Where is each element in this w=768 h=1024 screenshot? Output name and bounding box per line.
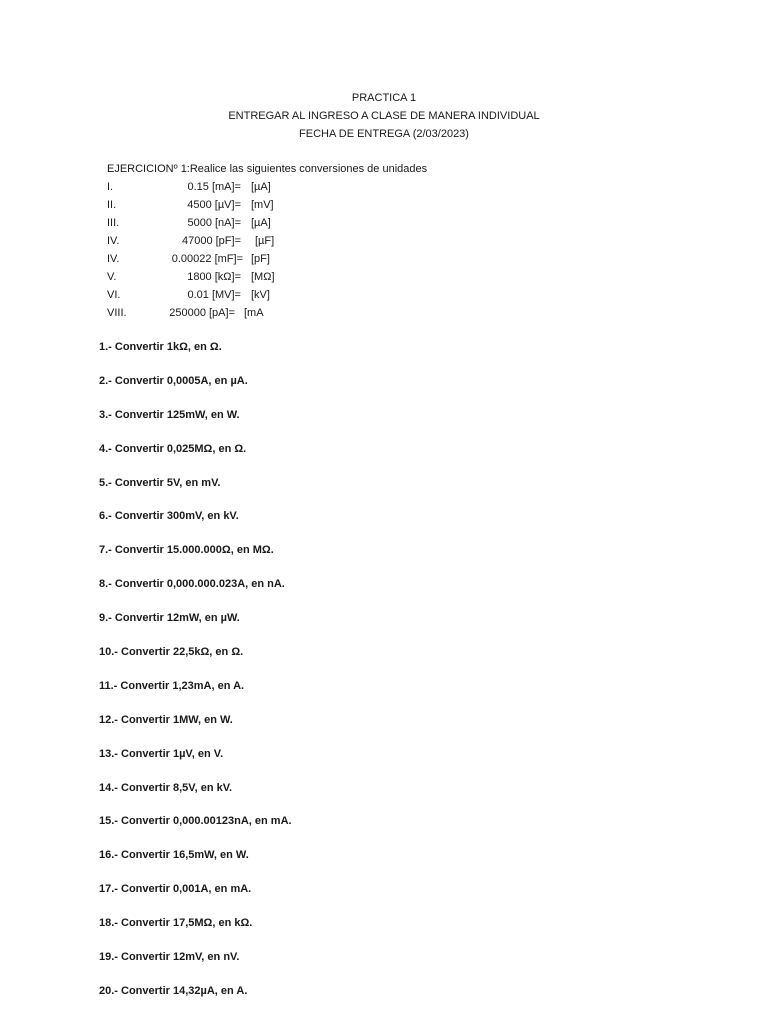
problem-item: 8.- Convertir 0,000.000.023A, en nA.	[99, 578, 285, 591]
conversion-number: VI.	[107, 289, 121, 301]
problem-item: 17.- Convertir 0,001A, en mA.	[99, 883, 252, 896]
conversion-expression: 5000 [nA]=	[187, 217, 241, 229]
conversion-expression: 4500 [µV]=	[187, 199, 241, 211]
problem-item: 14.- Convertir 8,5V, en kV.	[99, 781, 233, 794]
problem-list	[99, 340, 292, 1018]
document-title: PRACTICA 1	[351, 92, 417, 104]
conversion-target-unit: [pF]	[251, 253, 270, 265]
conversion-target-unit: [MΩ]	[251, 271, 275, 283]
conversion-number: V.	[107, 271, 117, 283]
conversion-target-unit: [µA]	[251, 181, 271, 193]
conversion-number: II.	[107, 199, 117, 211]
document-header	[0, 89, 768, 143]
conversion-target-unit: [µF]	[255, 235, 275, 247]
conversion-row	[107, 268, 427, 286]
problem-item: 19.- Convertir 12mV, en nV.	[99, 951, 240, 964]
delivery-date: FECHA DE ENTREGA (2/03/2023)	[299, 128, 469, 140]
problem-item: 10.- Convertir 22,5kΩ, en Ω.	[99, 646, 244, 659]
problem-item: 16.- Convertir 16,5mW, en W.	[99, 849, 249, 862]
conversion-target-unit: [mA	[244, 307, 264, 319]
delivery-instruction: ENTREGAR AL INGRESO A CLASE DE MANERA INDIVIDUAL	[228, 110, 540, 122]
conversion-row	[107, 304, 427, 322]
exercise-title: EJERCICIONº 1:Realice las siguientes conversiones de unidades	[107, 163, 428, 175]
conversion-expression: 0.01 [MV]=	[187, 289, 241, 301]
conversion-expression: 0.15 [mA]=	[187, 181, 241, 193]
problem-item: 6.- Convertir 300mV, en kV.	[99, 510, 239, 523]
problem-item: 18.- Convertir 17,5MΩ, en kΩ.	[99, 917, 253, 930]
problem-item: 9.- Convertir 12mW, en µW.	[99, 612, 240, 625]
conversion-number: I.	[107, 181, 114, 193]
problem-item: 3.- Convertir 125mW, en W.	[99, 408, 240, 421]
conversion-expression: 0.00022 [mF]=	[171, 253, 243, 265]
conversion-number: IV.	[107, 235, 120, 247]
conversion-list	[107, 178, 427, 322]
conversion-expression: 47000 [pF]=	[181, 235, 241, 247]
problem-item: 12.- Convertir 1MW, en W.	[99, 713, 233, 726]
problem-item: 1.- Convertir 1kΩ, en Ω.	[99, 341, 222, 353]
exercise-section	[107, 160, 427, 322]
conversion-row	[107, 214, 427, 232]
conversion-number: IV.	[107, 253, 120, 265]
conversion-row	[107, 232, 427, 250]
conversion-number: VIII.	[107, 307, 127, 319]
problem-item: 7.- Convertir 15.000.000Ω, en MΩ.	[99, 544, 274, 557]
conversion-row	[107, 250, 427, 268]
conversion-target-unit: [mV]	[251, 199, 274, 211]
conversion-expression: 1800 [kΩ]=	[187, 271, 241, 283]
problem-item: 4.- Convertir 0,025MΩ, en Ω.	[99, 442, 247, 455]
conversion-row	[107, 178, 427, 196]
conversion-expression: 250000 [pA]=	[169, 307, 235, 319]
conversion-row	[107, 286, 427, 304]
conversion-target-unit: [kV]	[251, 289, 270, 301]
problem-item: 15.- Convertir 0,000.00123nA, en mA.	[99, 815, 292, 828]
conversion-row	[107, 196, 427, 214]
problem-item: 20.- Convertir 14,32µA, en A.	[99, 984, 248, 997]
problem-item: 2.- Convertir 0,0005A, en µA.	[99, 374, 248, 387]
problem-item: 13.- Convertir 1µV, en V.	[99, 747, 224, 760]
conversion-number: III.	[107, 217, 120, 229]
problem-item: 5.- Convertir 5V, en mV.	[99, 476, 221, 489]
conversion-target-unit: [µA]	[251, 217, 271, 229]
problem-item: 11.- Convertir 1,23mA, en A.	[99, 679, 245, 692]
